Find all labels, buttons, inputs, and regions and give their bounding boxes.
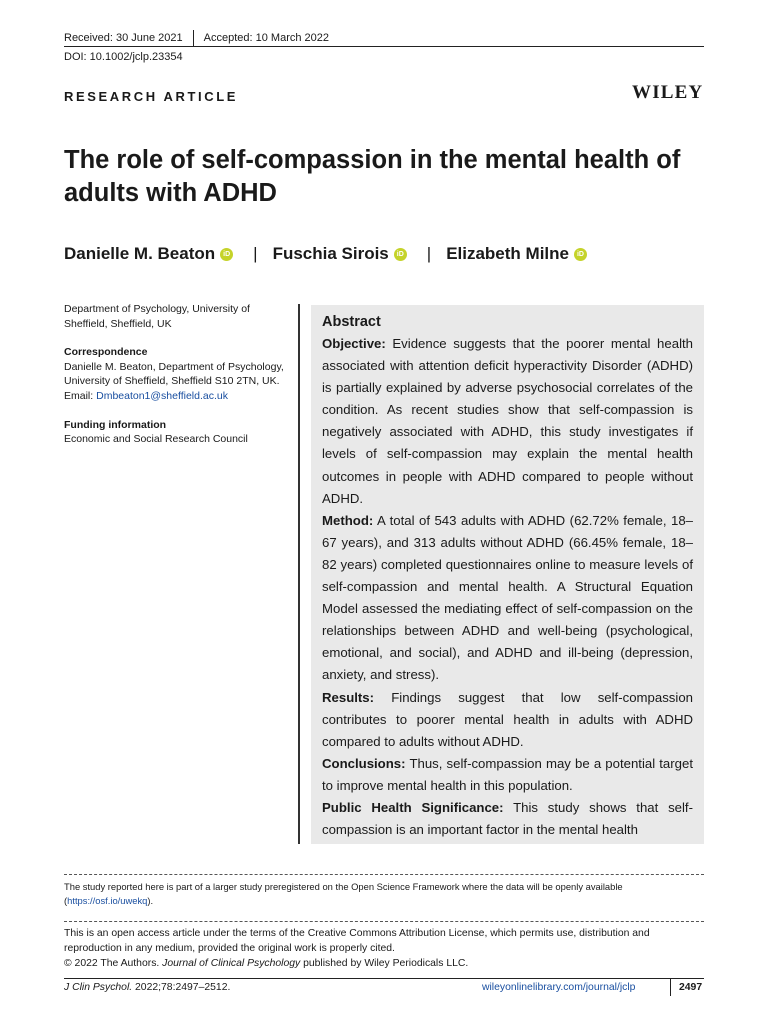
email-label: Email: <box>64 389 94 402</box>
citation-details: 2022;78:2497–2512. <box>132 982 231 993</box>
section-text: Findings suggest that low self-compassion contributes to poorer mental health in adults with ADHD compared to adults without ADHD. <box>322 689 693 749</box>
abstract-heading: Abstract <box>322 314 381 330</box>
doi: DOI: 10.1002/jclp.23354 <box>64 51 183 63</box>
email-link[interactable]: Dmbeaton1@sheffield.ac.uk <box>96 389 228 402</box>
preregistration-footnote <box>64 880 704 908</box>
section-text: This study shows that self-compassion is an important factor in the mental health <box>322 799 693 838</box>
accepted-date: Accepted: 10 March 2022 <box>203 32 330 44</box>
abstract-public-health <box>322 797 693 841</box>
abstract-objective <box>322 333 693 510</box>
section-label: Method: <box>322 512 374 528</box>
section-text: A total of 543 adults with ADHD (62.72% female, 18–67 years), and 313 adults without ADHD (66.45% female, 18–82 years) completed questionnaires online to measure levels of self-compassion and mental health. A Structural Equation Model assessed the mediating effect of self-compassion on the relationships between ADHD and well-being (psychological, emotional, and social), and ADHD and ill-being (depression, anxiety, and stress). <box>322 512 694 683</box>
article-dates <box>64 30 329 46</box>
author-name[interactable]: Elizabeth Milne <box>446 244 569 263</box>
section-text: Thus, self-compassion may be a potential target to improve mental health in this population. <box>322 755 693 793</box>
license-text: This is an open access article under the terms of the Creative Commons Attribution License, which permits use, distribution and reproduction in any medium, provided the original work is properly cited. <box>64 928 650 955</box>
footnote-close: ). <box>147 895 154 906</box>
section-text: Evidence suggests that the poorer mental health associated with attention deficit hyperactivity Disorder (ADHD) is partially explained by adverse psychosocial correlates of the condition. As recent studies show that self-compassion is negatively associated with ADHD, this study investigates if levels of self-compassion may explain the mental health outcomes in people with ADHD compared to people without ADHD. <box>322 336 693 506</box>
journal-url-link[interactable]: wileyonlinelibrary.com/journal/jclp <box>482 982 636 993</box>
funding-label: Funding information <box>64 418 167 431</box>
footnote-rule <box>64 874 704 875</box>
abstract-method <box>322 510 693 687</box>
page-number: 2497 <box>679 982 703 993</box>
abstract-results <box>322 687 693 753</box>
correspondence-address: Danielle M. Beaton, Department of Psychology, University of Sheffield, Sheffield S10 2TN, UK. <box>64 360 284 388</box>
article-title: The role of self-compassion in the mental health of adults with ADHD <box>64 146 681 207</box>
abstract-conclusions <box>322 753 693 797</box>
citation <box>64 982 230 993</box>
citation-journal: J Clin Psychol. <box>64 982 133 993</box>
footnote-text: The study reported here is part of a larger study preregistered on the Open Science Framework where the data will be openly available ( <box>64 881 623 906</box>
section-label: Results: <box>322 689 375 705</box>
author-list <box>64 244 587 264</box>
footer-divider <box>670 978 671 996</box>
journal-name: Journal of Clinical Psychology <box>162 958 301 970</box>
orcid-icon[interactable]: iD <box>574 248 587 261</box>
orcid-icon[interactable]: iD <box>220 248 233 261</box>
osf-link[interactable]: https://osf.io/uwekq <box>67 895 148 906</box>
author-separator: | <box>426 244 432 263</box>
article-type: RESEARCH ARTICLE <box>64 89 239 104</box>
footer-rule <box>64 978 704 979</box>
section-label: Conclusions: <box>322 755 406 771</box>
author-name[interactable]: Danielle M. Beaton <box>64 244 216 263</box>
section-label: Public Health Significance: <box>322 799 504 815</box>
orcid-icon[interactable]: iD <box>394 248 407 261</box>
correspondence-block <box>64 345 290 403</box>
column-divider <box>298 304 300 844</box>
publisher-logo: WILEY <box>632 82 704 103</box>
license-notice <box>64 926 704 972</box>
correspondence-label: Correspondence <box>64 346 148 359</box>
affiliation: Department of Psychology, University of Sheffield, Sheffield, UK <box>64 303 250 330</box>
abstract-box <box>311 305 704 844</box>
date-divider <box>193 30 194 46</box>
copyright-line <box>64 956 704 971</box>
funding-text: Economic and Social Research Council <box>64 433 248 446</box>
author-name[interactable]: Fuschia Sirois <box>272 244 389 263</box>
correspondence-email-line <box>64 389 290 404</box>
copyright-prefix: © 2022 The Authors. <box>64 958 163 970</box>
license-rule <box>64 921 704 922</box>
article-info-column <box>64 302 290 461</box>
copyright-suffix: published by Wiley Periodicals LLC. <box>300 958 469 970</box>
received-date: Received: 30 June 2021 <box>64 32 183 44</box>
funding-block <box>64 418 290 447</box>
header-rule <box>64 46 704 47</box>
author-separator: | <box>253 244 258 263</box>
section-label: Objective: <box>322 336 386 351</box>
